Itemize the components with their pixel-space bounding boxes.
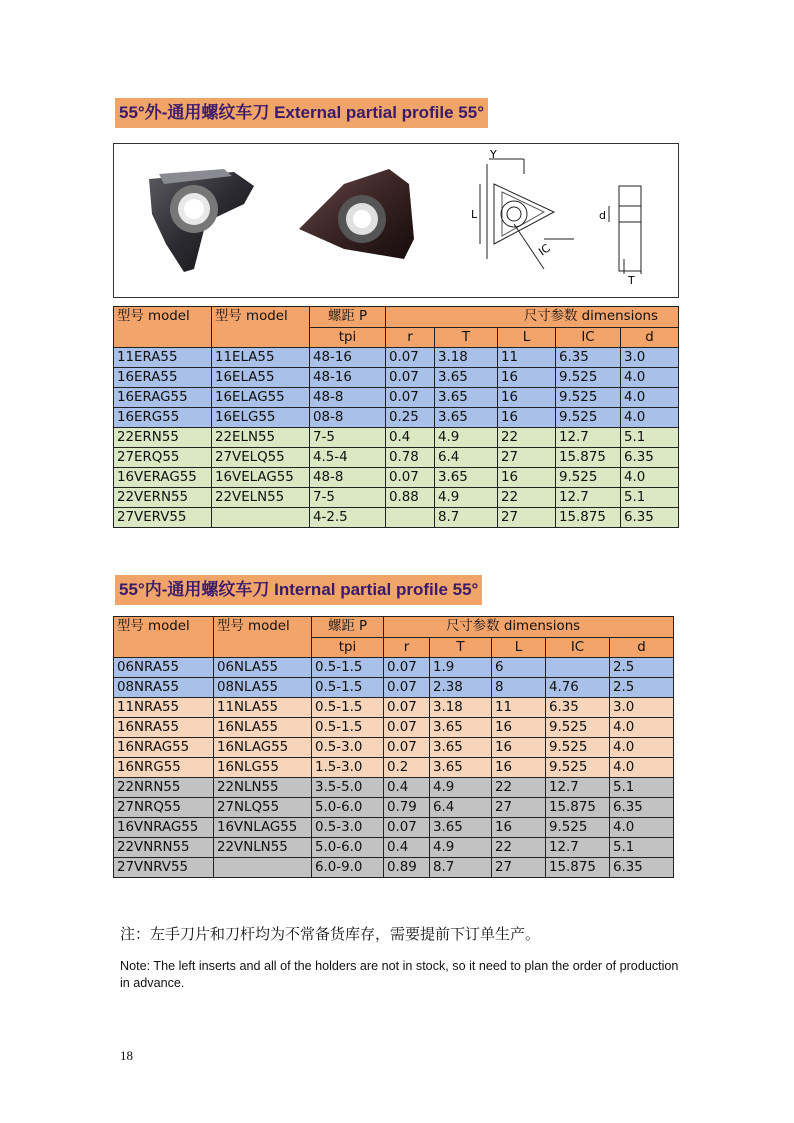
cell-r: 0.07: [386, 388, 435, 408]
table-row: [114, 858, 674, 878]
cell-r: 0.07: [384, 658, 430, 678]
cell-model-left: 11ELA55: [212, 348, 310, 368]
cell-r: 0.78: [386, 448, 435, 468]
cell-l: 27: [498, 508, 556, 528]
header-dimensions: 尺寸参数 dimensions: [384, 617, 674, 638]
cell-ic: 12.7: [556, 488, 621, 508]
cell-l: 27: [492, 798, 546, 818]
cell-model-right: 11ERA55: [114, 348, 212, 368]
cell-model-right: 16VNRAG55: [114, 818, 214, 838]
table-row: [114, 718, 674, 738]
table-row: [114, 778, 674, 798]
header-ic: IC: [556, 327, 621, 348]
header-r: r: [386, 327, 435, 348]
table-header-row: [114, 307, 679, 328]
cell-model-right: 16VERAG55: [114, 468, 212, 488]
cell-pitch-tpi: 0.5-1.5: [312, 678, 384, 698]
table-row: [114, 448, 679, 468]
cell-d: 6.35: [621, 508, 679, 528]
cell-model-left: [212, 508, 310, 528]
cell-model-right: 27NRQ55: [114, 798, 214, 818]
cell-model-left: 22VELN55: [212, 488, 310, 508]
table-row: [114, 388, 679, 408]
cell-model-right: 11NRA55: [114, 698, 214, 718]
cell-ic: 12.7: [556, 428, 621, 448]
cell-l: 27: [498, 448, 556, 468]
cell-d: 2.5: [610, 658, 674, 678]
cell-model-right: 16NRG55: [114, 758, 214, 778]
header-t: T: [435, 327, 498, 348]
cell-pitch-tpi: 48-8: [310, 468, 386, 488]
internal-insert-photo: [299, 169, 414, 259]
cell-model-right: 22VERN55: [114, 488, 212, 508]
cell-d: 3.0: [610, 698, 674, 718]
cell-r: 0.07: [384, 678, 430, 698]
table-row: [114, 798, 674, 818]
table-row: [114, 678, 674, 698]
cell-model-left: 22ELN55: [212, 428, 310, 448]
cell-model-left: 16VNLAG55: [214, 818, 312, 838]
cell-d: 4.0: [621, 388, 679, 408]
header-model-right: 型号 model: [114, 307, 212, 348]
cell-l: 16: [492, 818, 546, 838]
cell-t: 4.9: [435, 488, 498, 508]
cell-d: 5.1: [621, 488, 679, 508]
cell-pitch-tpi: 0.5-1.5: [312, 718, 384, 738]
label-d: d: [599, 209, 606, 222]
insert-illustrations: [114, 144, 678, 297]
cell-r: 0.4: [384, 778, 430, 798]
cell-r: 0.25: [386, 408, 435, 428]
label-l: L: [471, 208, 478, 221]
cell-l: 16: [492, 738, 546, 758]
external-insert-photo: [149, 169, 254, 272]
cell-model-right: 22NRN55: [114, 778, 214, 798]
cell-l: 6: [492, 658, 546, 678]
insert-image-panel: [113, 143, 679, 298]
cell-d: 4.0: [621, 408, 679, 428]
cell-d: 5.1: [610, 778, 674, 798]
table-row: [114, 488, 679, 508]
cell-ic: 12.7: [546, 838, 610, 858]
cell-l: 22: [498, 428, 556, 448]
cell-ic: 9.525: [546, 738, 610, 758]
header-r: r: [384, 637, 430, 658]
cell-ic: 4.76: [546, 678, 610, 698]
table-row: [114, 758, 674, 778]
header-tpi: tpi: [310, 327, 386, 348]
cell-ic: 6.35: [556, 348, 621, 368]
cell-model-left: 08NLA55: [214, 678, 312, 698]
cell-l: 16: [492, 758, 546, 778]
table-row: [114, 348, 679, 368]
header-tpi: tpi: [312, 637, 384, 658]
stock-note-chinese: 注：左手刀片和刀杆均为不常备货库存，需要提前下订单生产。: [120, 925, 541, 943]
cell-t: 4.9: [430, 778, 492, 798]
cell-t: 3.65: [430, 718, 492, 738]
cell-t: 3.65: [435, 408, 498, 428]
cell-ic: 9.525: [546, 818, 610, 838]
cell-ic: 9.525: [546, 718, 610, 738]
header-d: d: [621, 327, 679, 348]
table-row: [114, 428, 679, 448]
cell-ic: 15.875: [546, 858, 610, 878]
cell-r: 0.07: [384, 738, 430, 758]
cell-ic: 9.525: [556, 468, 621, 488]
cell-t: 4.9: [430, 838, 492, 858]
cell-t: 3.65: [430, 818, 492, 838]
cell-l: 16: [498, 408, 556, 428]
cell-l: 16: [492, 718, 546, 738]
cell-model-left: 22NLN55: [214, 778, 312, 798]
table-row: [114, 738, 674, 758]
label-t: T: [628, 274, 635, 287]
cell-t: 8.7: [430, 858, 492, 878]
cell-pitch-tpi: 48-16: [310, 348, 386, 368]
cell-pitch-tpi: 48-8: [310, 388, 386, 408]
cell-l: 11: [498, 348, 556, 368]
cell-model-right: 16NRA55: [114, 718, 214, 738]
table-header-row: [114, 617, 674, 638]
cell-pitch-tpi: 7-5: [310, 428, 386, 448]
external-section-title: 55°外-通用螺纹车刀 External partial profile 55°: [115, 98, 488, 128]
header-model-left: 型号 model: [214, 617, 312, 658]
cell-r: [386, 508, 435, 528]
cell-ic: 15.875: [556, 508, 621, 528]
cell-pitch-tpi: 0.5-3.0: [312, 738, 384, 758]
cell-d: 5.1: [621, 428, 679, 448]
cell-model-left: 16NLA55: [214, 718, 312, 738]
cell-model-left: 11NLA55: [214, 698, 312, 718]
header-pitch: 螺距 P: [312, 617, 384, 638]
cell-pitch-tpi: 5.0-6.0: [312, 798, 384, 818]
cell-t: 4.9: [435, 428, 498, 448]
dimension-drawing: [480, 159, 641, 274]
cell-model-right: 16ERG55: [114, 408, 212, 428]
cell-r: 0.07: [386, 468, 435, 488]
cell-r: 0.89: [384, 858, 430, 878]
cell-r: 0.07: [384, 818, 430, 838]
cell-d: 4.0: [610, 718, 674, 738]
header-t: T: [430, 637, 492, 658]
cell-t: 1.9: [430, 658, 492, 678]
cell-ic: [546, 658, 610, 678]
cell-t: 6.4: [430, 798, 492, 818]
cell-model-right: 08NRA55: [114, 678, 214, 698]
cell-l: 8: [492, 678, 546, 698]
cell-d: 4.0: [621, 468, 679, 488]
cell-r: 0.07: [384, 698, 430, 718]
cell-t: 3.65: [435, 368, 498, 388]
cell-pitch-tpi: 6.0-9.0: [312, 858, 384, 878]
cell-l: 16: [498, 388, 556, 408]
table-row: [114, 508, 679, 528]
cell-d: 4.0: [610, 738, 674, 758]
stock-note-english: Note: The left inserts and all of the holders are not in stock, so it need to plan the order of production in advance.: [120, 959, 679, 990]
cell-r: 0.4: [384, 838, 430, 858]
cell-model-left: 27VELQ55: [212, 448, 310, 468]
cell-model-right: 27VERV55: [114, 508, 212, 528]
cell-t: 3.65: [435, 468, 498, 488]
cell-t: 3.18: [430, 698, 492, 718]
cell-ic: 9.525: [556, 408, 621, 428]
cell-l: 27: [492, 858, 546, 878]
cell-model-right: 27VNRV55: [114, 858, 214, 878]
cell-model-right: 06NRA55: [114, 658, 214, 678]
cell-pitch-tpi: 4.5-4: [310, 448, 386, 468]
table-row: [114, 658, 674, 678]
header-model-right: 型号 model: [114, 617, 214, 658]
cell-t: 6.4: [435, 448, 498, 468]
cell-model-left: 16VELAG55: [212, 468, 310, 488]
cell-d: 4.0: [610, 818, 674, 838]
cell-model-right: 16ERA55: [114, 368, 212, 388]
cell-pitch-tpi: 7-5: [310, 488, 386, 508]
cell-model-left: 22VNLN55: [214, 838, 312, 858]
cell-model-right: 27ERQ55: [114, 448, 212, 468]
cell-r: 0.4: [386, 428, 435, 448]
cell-d: 5.1: [610, 838, 674, 858]
header-pitch: 螺距 P: [310, 307, 386, 328]
table-row: [114, 818, 674, 838]
table-row: [114, 698, 674, 718]
cell-model-right: 22VNRN55: [114, 838, 214, 858]
cell-ic: 9.525: [556, 368, 621, 388]
cell-model-left: 16ELA55: [212, 368, 310, 388]
label-y: Y: [490, 148, 497, 161]
cell-pitch-tpi: 5.0-6.0: [312, 838, 384, 858]
cell-r: 0.88: [386, 488, 435, 508]
cell-model-left: 06NLA55: [214, 658, 312, 678]
cell-t: 2.38: [430, 678, 492, 698]
cell-r: 0.2: [384, 758, 430, 778]
cell-ic: 9.525: [556, 388, 621, 408]
header-l: L: [492, 637, 546, 658]
cell-model-left: 16NLG55: [214, 758, 312, 778]
cell-l: 22: [492, 838, 546, 858]
cell-l: 22: [498, 488, 556, 508]
header-model-left: 型号 model: [212, 307, 310, 348]
label-ic: IC: [536, 241, 553, 259]
cell-pitch-tpi: 0.5-3.0: [312, 818, 384, 838]
cell-pitch-tpi: 4-2.5: [310, 508, 386, 528]
cell-d: 3.0: [621, 348, 679, 368]
table-row: [114, 468, 679, 488]
cell-d: 6.35: [621, 448, 679, 468]
table-row: [114, 368, 679, 388]
cell-l: 22: [492, 778, 546, 798]
cell-model-right: 16ERAG55: [114, 388, 212, 408]
internal-section-title: 55°内-通用螺纹车刀 Internal partial profile 55°: [115, 575, 482, 605]
cell-pitch-tpi: 0.5-1.5: [312, 698, 384, 718]
page-number: 18: [120, 1048, 133, 1063]
cell-model-right: 22ERN55: [114, 428, 212, 448]
internal-spec-table: [113, 616, 674, 878]
header-dimensions: 尺寸参数 dimensions: [386, 307, 679, 328]
cell-model-left: [214, 858, 312, 878]
cell-t: 3.65: [430, 758, 492, 778]
cell-r: 0.07: [384, 718, 430, 738]
table-row: [114, 408, 679, 428]
cell-pitch-tpi: 48-16: [310, 368, 386, 388]
cell-pitch-tpi: 3.5-5.0: [312, 778, 384, 798]
cell-pitch-tpi: 1.5-3.0: [312, 758, 384, 778]
cell-l: 11: [492, 698, 546, 718]
cell-d: 6.35: [610, 798, 674, 818]
cell-ic: 6.35: [546, 698, 610, 718]
cell-pitch-tpi: 08-8: [310, 408, 386, 428]
cell-model-left: 16NLAG55: [214, 738, 312, 758]
cell-l: 16: [498, 368, 556, 388]
cell-l: 16: [498, 468, 556, 488]
header-l: L: [498, 327, 556, 348]
header-ic: IC: [546, 637, 610, 658]
cell-ic: 15.875: [556, 448, 621, 468]
cell-d: 2.5: [610, 678, 674, 698]
cell-t: 8.7: [435, 508, 498, 528]
cell-r: 0.07: [386, 368, 435, 388]
cell-t: 3.65: [430, 738, 492, 758]
cell-ic: 9.525: [546, 758, 610, 778]
cell-r: 0.79: [384, 798, 430, 818]
cell-r: 0.07: [386, 348, 435, 368]
header-d: d: [610, 637, 674, 658]
cell-t: 3.65: [435, 388, 498, 408]
cell-d: 4.0: [610, 758, 674, 778]
cell-model-left: 16ELAG55: [212, 388, 310, 408]
cell-model-left: 27NLQ55: [214, 798, 312, 818]
cell-model-left: 16ELG55: [212, 408, 310, 428]
cell-ic: 12.7: [546, 778, 610, 798]
external-spec-table: [113, 306, 679, 528]
cell-ic: 15.875: [546, 798, 610, 818]
cell-pitch-tpi: 0.5-1.5: [312, 658, 384, 678]
cell-d: 4.0: [621, 368, 679, 388]
cell-model-right: 16NRAG55: [114, 738, 214, 758]
cell-t: 3.18: [435, 348, 498, 368]
table-row: [114, 838, 674, 858]
cell-d: 6.35: [610, 858, 674, 878]
